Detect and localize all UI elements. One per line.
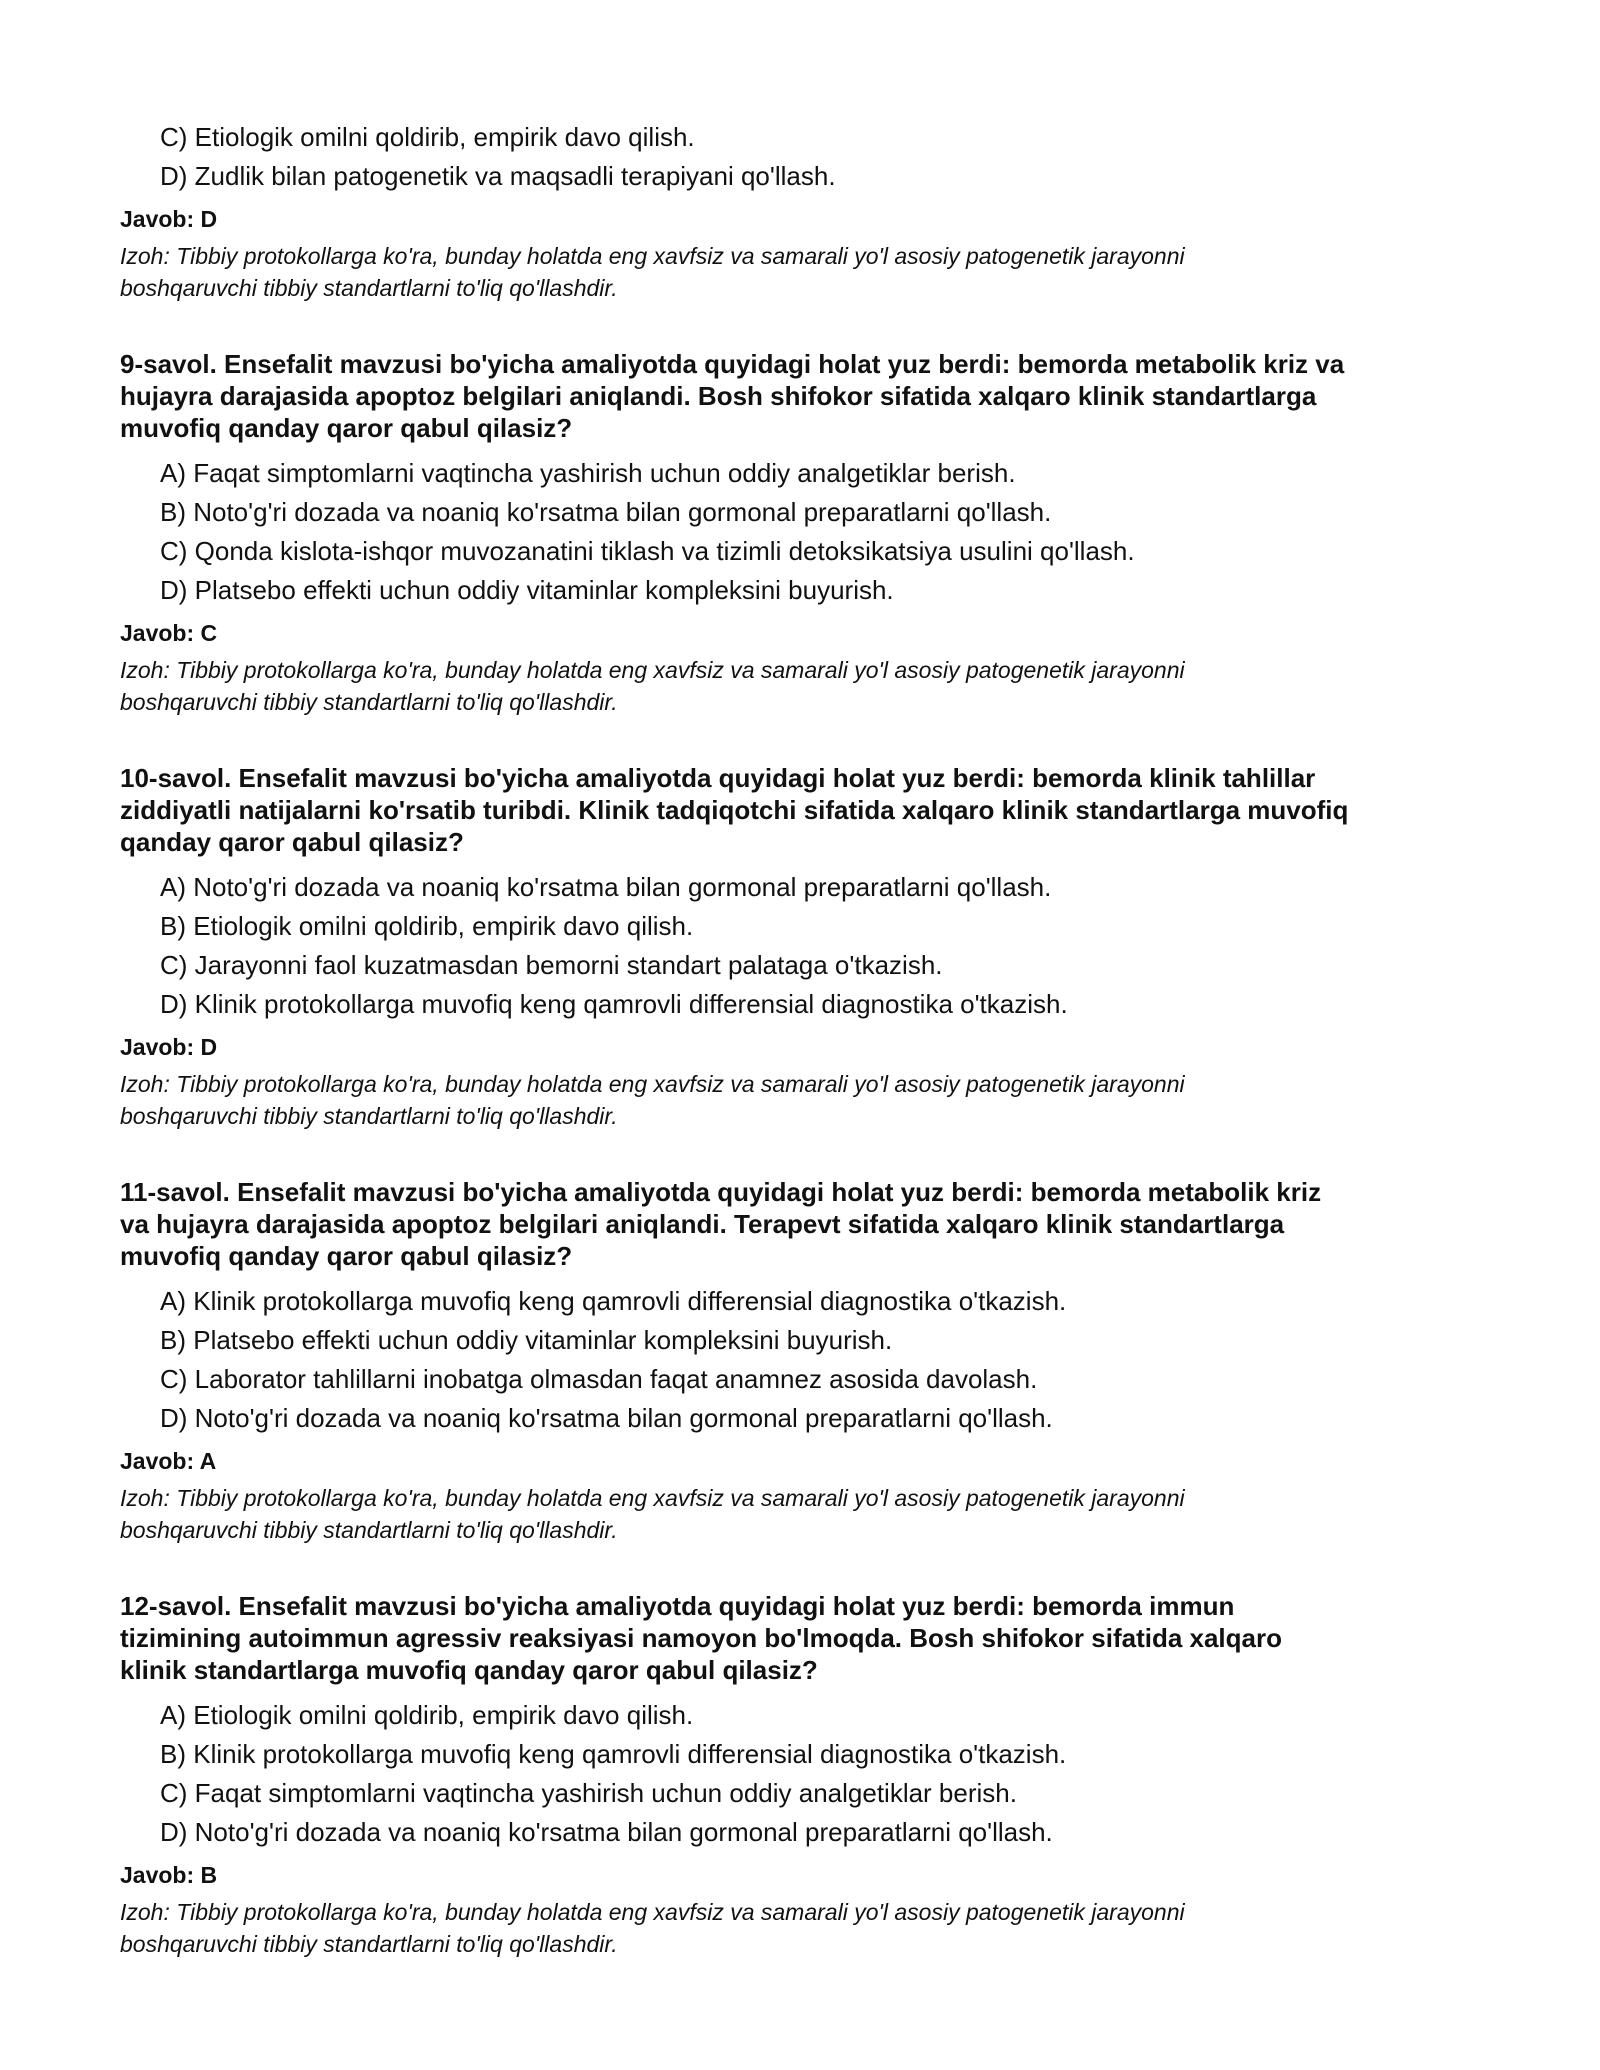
explanation-line: boshqaruvchi tibbiy standartlarni to'liq qo'llashdir. [120, 1517, 618, 1543]
option-d: D) Klinik protokollarga muvofiq keng qamrovli differensial diagnostika o'tkazish. [160, 989, 1068, 1019]
question-10 [120, 762, 1500, 1132]
explanation-note [120, 240, 1500, 304]
option-b: B) Klinik protokollarga muvofiq keng qamrovli differensial diagnostika o'tkazish. [160, 1739, 1067, 1769]
option-b: B) Noto'g'ri dozada va noaniq ko'rsatma bilan gormonal preparatlarni qo'llash. [160, 497, 1052, 527]
question-text [120, 762, 1500, 858]
option-b: B) Platsebo effekti uchun oddiy vitaminlar kompleksini buyurish. [160, 1325, 893, 1355]
option-d: D) Noto'g'ri dozada va noaniq ko'rsatma bilan gormonal preparatlarni qo'llash. [160, 1817, 1053, 1847]
option-c: C) Jarayonni faol kuzatmasdan bemorni standart palataga o'tkazish. [160, 950, 943, 980]
answer-label: Javob: D [120, 1034, 218, 1060]
explanation-line: boshqaruvchi tibbiy standartlarni to'liq qo'llashdir. [120, 1103, 618, 1129]
explanation-note [120, 1068, 1500, 1132]
option-c: C) Faqat simptomlarni vaqtincha yashirish uchun oddiy analgetiklar berish. [160, 1778, 1017, 1808]
explanation-line: Izoh: Tibbiy protokollarga ko'ra, bunday holatda eng xavfsiz va samarali yo'l asosiy patogenetik jarayonni [120, 243, 1185, 269]
document-page [120, 118, 1500, 1960]
option-c: C) Etiologik omilni qoldirib, empirik davo qilish. [160, 122, 695, 152]
question-8-continuation [120, 118, 1500, 304]
question-line: 11-savol. Ensefalit mavzusi bo'yicha amaliyotda quyidagi holat yuz berdi: bemorda metabolik kriz [120, 1177, 1322, 1207]
option-a: A) Faqat simptomlarni vaqtincha yashirish uchun oddiy analgetiklar berish. [160, 458, 1016, 488]
option-d: D) Zudlik bilan patogenetik va maqsadli terapiyani qo'llash. [160, 161, 836, 191]
option-d: D) Platsebo effekti uchun oddiy vitaminlar kompleksini buyurish. [160, 575, 894, 605]
question-line: va hujayra darajasida apoptoz belgilari aniqlandi. Terapevt sifatida xalqaro klinik standartlarga [120, 1209, 1285, 1239]
question-line: 12-savol. Ensefalit mavzusi bo'yicha amaliyotda quyidagi holat yuz berdi: bemorda immun [120, 1591, 1235, 1621]
question-line: muvofiq qanday qaror qabul qilasiz? [120, 413, 573, 443]
question-line: muvofiq qanday qaror qabul qilasiz? [120, 1241, 573, 1271]
question-11 [120, 1176, 1500, 1546]
option-c: C) Qonda kislota-ishqor muvozanatini tiklash va tizimli detoksikatsiya usulini qo'llash. [160, 536, 1135, 566]
question-text [120, 348, 1500, 444]
question-line: ziddiyatli natijalarni ko'rsatib turibdi. Klinik tadqiqotchi sifatida xalqaro klinik standartlarga muvofiq [120, 795, 1349, 825]
explanation-line: Izoh: Tibbiy protokollarga ko'ra, bunday holatda eng xavfsiz va samarali yo'l asosiy patogenetik jarayonni [120, 1485, 1185, 1511]
answer-label: Javob: B [120, 1862, 218, 1888]
explanation-line: Izoh: Tibbiy protokollarga ko'ra, bunday holatda eng xavfsiz va samarali yo'l asosiy patogenetik jarayonni [120, 1071, 1185, 1097]
answer-label: Javob: D [120, 206, 218, 232]
explanation-note [120, 1896, 1500, 1960]
explanation-line: Izoh: Tibbiy protokollarga ko'ra, bunday holatda eng xavfsiz va samarali yo'l asosiy patogenetik jarayonni [120, 1899, 1185, 1925]
answer-label: Javob: C [120, 620, 218, 646]
question-text [120, 1176, 1500, 1272]
question-line: qanday qaror qabul qilasiz? [120, 827, 464, 857]
explanation-line: boshqaruvchi tibbiy standartlarni to'liq qo'llashdir. [120, 689, 618, 715]
question-line: tizimining autoimmun agressiv reaksiyasi namoyon bo'lmoqda. Bosh shifokor sifatida xalqaro [120, 1623, 1283, 1653]
explanation-line: Izoh: Tibbiy protokollarga ko'ra, bunday holatda eng xavfsiz va samarali yo'l asosiy patogenetik jarayonni [120, 657, 1185, 683]
explanation-note [120, 1482, 1500, 1546]
option-a: A) Etiologik omilni qoldirib, empirik davo qilish. [160, 1700, 694, 1730]
question-line: 9-savol. Ensefalit mavzusi bo'yicha amaliyotda quyidagi holat yuz berdi: bemorda metabolik kriz va [120, 349, 1345, 379]
explanation-note [120, 654, 1500, 718]
question-line: 10-savol. Ensefalit mavzusi bo'yicha amaliyotda quyidagi holat yuz berdi: bemorda klinik tahlillar [120, 763, 1316, 793]
answer-label: Javob: A [120, 1448, 217, 1474]
option-d: D) Noto'g'ri dozada va noaniq ko'rsatma bilan gormonal preparatlarni qo'llash. [160, 1403, 1053, 1433]
question-12 [120, 1590, 1500, 1960]
explanation-line: boshqaruvchi tibbiy standartlarni to'liq qo'llashdir. [120, 275, 618, 301]
question-line: klinik standartlarga muvofiq qanday qaror qabul qilasiz? [120, 1655, 818, 1685]
option-c: C) Laborator tahlillarni inobatga olmasdan faqat anamnez asosida davolash. [160, 1364, 1038, 1394]
option-a: A) Noto'g'ri dozada va noaniq ko'rsatma bilan gormonal preparatlarni qo'llash. [160, 872, 1052, 902]
question-9 [120, 348, 1500, 718]
question-line: hujayra darajasida apoptoz belgilari aniqlandi. Bosh shifokor sifatida xalqaro klinik standartlarga [120, 381, 1317, 411]
question-text [120, 1590, 1500, 1686]
option-b: B) Etiologik omilni qoldirib, empirik davo qilish. [160, 911, 694, 941]
explanation-line: boshqaruvchi tibbiy standartlarni to'liq qo'llashdir. [120, 1931, 618, 1957]
option-a: A) Klinik protokollarga muvofiq keng qamrovli differensial diagnostika o'tkazish. [160, 1286, 1067, 1316]
